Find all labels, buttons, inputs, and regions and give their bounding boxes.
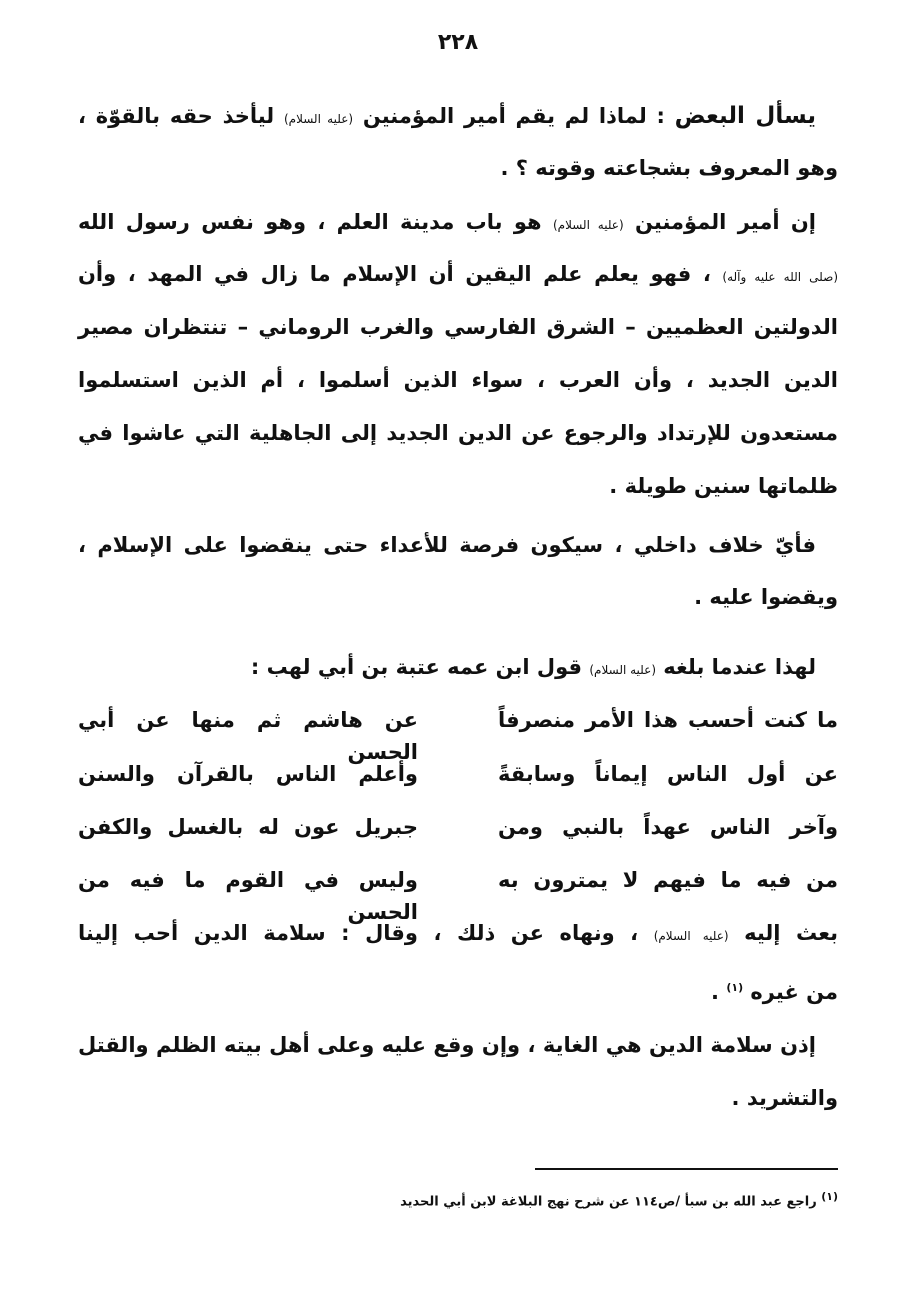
hemistich: جبريل عون له بالغسل والكفن xyxy=(78,815,418,839)
footnote-divider xyxy=(535,1168,838,1170)
paragraph-2-line-1 xyxy=(78,206,816,241)
hemistich: وآخر الناس عهداً بالنبي ومن xyxy=(498,815,838,839)
paragraph-3-line-1: فأيّ خلاف داخلي ، سيكون فرصة للأعداء حتى ينقضوا على الإسلام ، xyxy=(78,533,816,557)
paragraph-5-line-1 xyxy=(78,917,838,952)
paragraph-2-line-3: الدولتين العظميين – الشرق الفارسي والغرب الروماني – تنتظران مصير xyxy=(78,315,838,339)
text: : لماذا لم يقم أمير المؤمنين xyxy=(353,104,675,128)
text: بعث إليه xyxy=(728,921,838,945)
text: قول ابن عمه عتبة بن أبي لهب : xyxy=(250,655,590,679)
verse-3 xyxy=(78,811,838,843)
paragraph-6-line-1: إذن سلامة الدين هي الغاية ، وإن وقع عليه وعلى أهل بيته الظلم والقتل xyxy=(78,1033,816,1057)
hemistich: من فيه ما فيهم لا يمترون به xyxy=(498,868,838,892)
text: هو باب مدينة العلم ، وهو نفس رسول الله xyxy=(78,210,553,234)
text: ليأخذ حقه بالقوّة ، xyxy=(78,104,284,128)
honorific: (عليه السلام) xyxy=(283,112,354,126)
text: إن أمير المؤمنين xyxy=(623,210,816,234)
footnote-reference[interactable]: (١) xyxy=(726,981,744,994)
honorific: (صلى الله عليه وآله) xyxy=(722,270,838,284)
text: ، فهو يعلم علم اليقين أن الإسلام ما زال في المهد ، وأن xyxy=(78,262,723,286)
footnote-marker: (١) xyxy=(821,1190,838,1203)
honorific: (عليه السلام) xyxy=(653,929,729,943)
text: . xyxy=(711,980,727,1004)
paragraph-3-line-2: ويقضوا عليه . xyxy=(694,585,838,609)
text: ، ونهاه عن ذلك ، وقال : سلامة الدين أحب إلينا xyxy=(78,921,654,945)
page-number: ٢٢٨ xyxy=(437,30,479,55)
hemistich: وأعلم الناس بالقرآن والسنن xyxy=(78,762,418,786)
paragraph-5-line-2 xyxy=(78,972,838,1008)
verse-2 xyxy=(78,758,838,790)
paragraph-1-line-1 xyxy=(78,100,816,135)
honorific: (عليه السلام) xyxy=(552,218,624,232)
hemistich: وليس في القوم ما فيه من الحسن xyxy=(78,868,418,924)
paragraph-2-line-6: ظلماتها سنين طويلة . xyxy=(609,474,838,498)
paragraph-2-line-4: الدين الجديد ، وأن العرب ، سواء الذين أسلموا ، أم الذين استسلموا xyxy=(78,368,838,392)
paragraph-6-line-2: والتشريد . xyxy=(731,1086,838,1110)
honorific: (عليه السلام) xyxy=(589,663,656,677)
hemistich: عن أول الناس إيماناً وسابقةً xyxy=(498,762,838,786)
hemistich: ما كنت أحسب هذا الأمر منصرفاً xyxy=(498,708,838,732)
paragraph-4 xyxy=(78,651,816,686)
text: من غيره xyxy=(743,980,838,1004)
hemistich: عن هاشم ثم منها عن أبي الحسن xyxy=(78,708,418,764)
paragraph-2-line-2 xyxy=(78,258,838,293)
footnote-text: راجع عبد الله بن سبأ /ص١١٤ عن شرح نهج البلاغة لابن أبي الحديد xyxy=(400,1194,822,1210)
lead-phrase: يسأل البعض xyxy=(674,103,816,129)
footnote xyxy=(400,1190,838,1209)
paragraph-1-line-2: وهو المعروف بشجاعته وقوته ؟ . xyxy=(500,156,838,180)
text: لهذا عندما بلغه xyxy=(656,655,816,679)
paragraph-2-line-5: مستعدون للإرتداد والرجوع عن الدين الجديد إلى الجاهلية التي عاشوا في xyxy=(78,421,838,445)
